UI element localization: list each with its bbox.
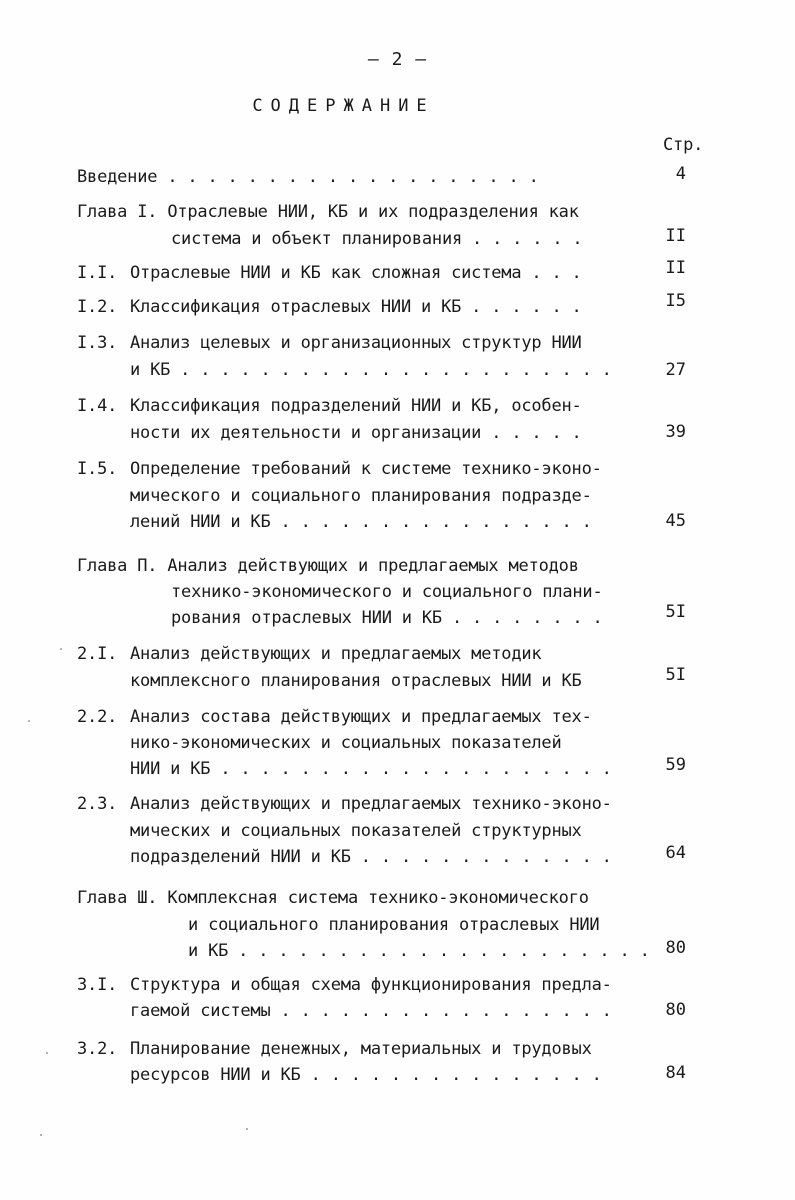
- toc-line: Анализ действующих и предлагаемых технико-эконо-: [130, 794, 612, 814]
- toc-page: 5I: [665, 602, 686, 622]
- toc-line: технико-экономического и социального плани-: [171, 582, 603, 602]
- toc-line: Отраслевые НИИ и КБ как сложная система . . .: [130, 263, 582, 283]
- toc-line: гаемой системы . . . . . . . . . . . . . . . . .: [130, 1001, 612, 1021]
- toc-page: 80: [665, 1000, 686, 1020]
- page-column-label: Стр.: [663, 135, 704, 155]
- toc-page: 45: [665, 511, 686, 531]
- toc-line: Глава Ш. Комплексная система технико-экономического: [77, 888, 589, 908]
- toc-line: система и объект планирования . . . . . .: [171, 229, 583, 249]
- toc-number: 3.I.: [77, 975, 118, 995]
- toc-line: и КБ . . . . . . . . . . . . . . . . . . . . .: [188, 941, 650, 961]
- toc-number: I.5.: [77, 459, 118, 479]
- toc-line: ности их деятельности и организации . . . . .: [130, 423, 582, 443]
- toc-number: 2.2.: [77, 707, 118, 727]
- toc-number: 3.2.: [77, 1039, 118, 1059]
- toc-page: 27: [665, 360, 686, 380]
- toc-line: Классификация подразделений НИИ и КБ, особен-: [130, 396, 582, 416]
- page-number: – 2 –: [367, 49, 428, 70]
- toc-page: 80: [665, 938, 686, 958]
- toc-page: 39: [665, 422, 686, 442]
- toc-line: Введение . . . . . . . . . . . . . . . . . . .: [77, 167, 539, 187]
- toc-number: I.I.: [77, 263, 118, 283]
- toc-line: Глава I. Отраслевые НИИ, КБ и их подразделения как: [77, 202, 579, 222]
- toc-page: 64: [665, 843, 686, 863]
- toc-page: II: [665, 226, 686, 246]
- toc-line: ресурсов НИИ и КБ . . . . . . . . . . . . . . .: [130, 1065, 602, 1085]
- toc-line: Планирование денежных, материальных и трудовых: [130, 1039, 592, 1059]
- toc-line: и социального планирования отраслевых НИИ: [188, 915, 600, 935]
- toc-line: Глава П. Анализ действующих и предлагаемых методов: [77, 556, 579, 576]
- toc-page: 84: [665, 1063, 686, 1083]
- toc-page: II: [665, 258, 686, 278]
- toc-line: Анализ состава действующих и предлагаемых тех-: [130, 707, 592, 727]
- toc-number: 2.I.: [77, 644, 118, 664]
- page-title: СОДЕРЖАНИЕ: [252, 96, 435, 116]
- toc-page: 4: [675, 164, 686, 184]
- toc-line: Классификация отраслевых НИИ и КБ . . . . . .: [130, 297, 582, 317]
- toc-number: I.2.: [77, 297, 118, 317]
- toc-line: комплексного планирования отраслевых НИИ и КБ: [130, 671, 582, 691]
- toc-line: мического и социального планирования подразде-: [130, 486, 592, 506]
- toc-line: Определение требований к системе технико-эконо-: [130, 459, 602, 479]
- toc-line: рования отраслевых НИИ и КБ . . . . . . . .: [171, 608, 603, 628]
- toc-number: I.3.: [77, 333, 118, 353]
- toc-line: подразделений НИИ и КБ . . . . . . . . . . . . .: [130, 847, 612, 867]
- toc-line: мических и социальных показателей структурных: [130, 821, 582, 841]
- toc-line: Структура и общая схема функционирования предла-: [130, 975, 612, 995]
- toc-page: 59: [665, 755, 686, 775]
- toc-line: нико-экономических и социальных показателей: [130, 733, 562, 753]
- toc-line: Анализ целевых и организационных структур НИИ: [130, 333, 582, 353]
- toc-number: 2.3.: [77, 794, 118, 814]
- toc-line: Анализ действующих и предлагаемых методик: [130, 644, 542, 664]
- toc-page: I5: [665, 291, 686, 311]
- toc-line: лений НИИ и КБ . . . . . . . . . . . . . . . .: [130, 512, 592, 532]
- toc-page: 5I: [665, 665, 686, 685]
- toc-number: I.4.: [77, 396, 118, 416]
- toc-line: НИИ и КБ . . . . . . . . . . . . . . . . . . . .: [130, 759, 612, 779]
- toc-line: и КБ . . . . . . . . . . . . . . . . . . . . . .: [130, 360, 612, 380]
